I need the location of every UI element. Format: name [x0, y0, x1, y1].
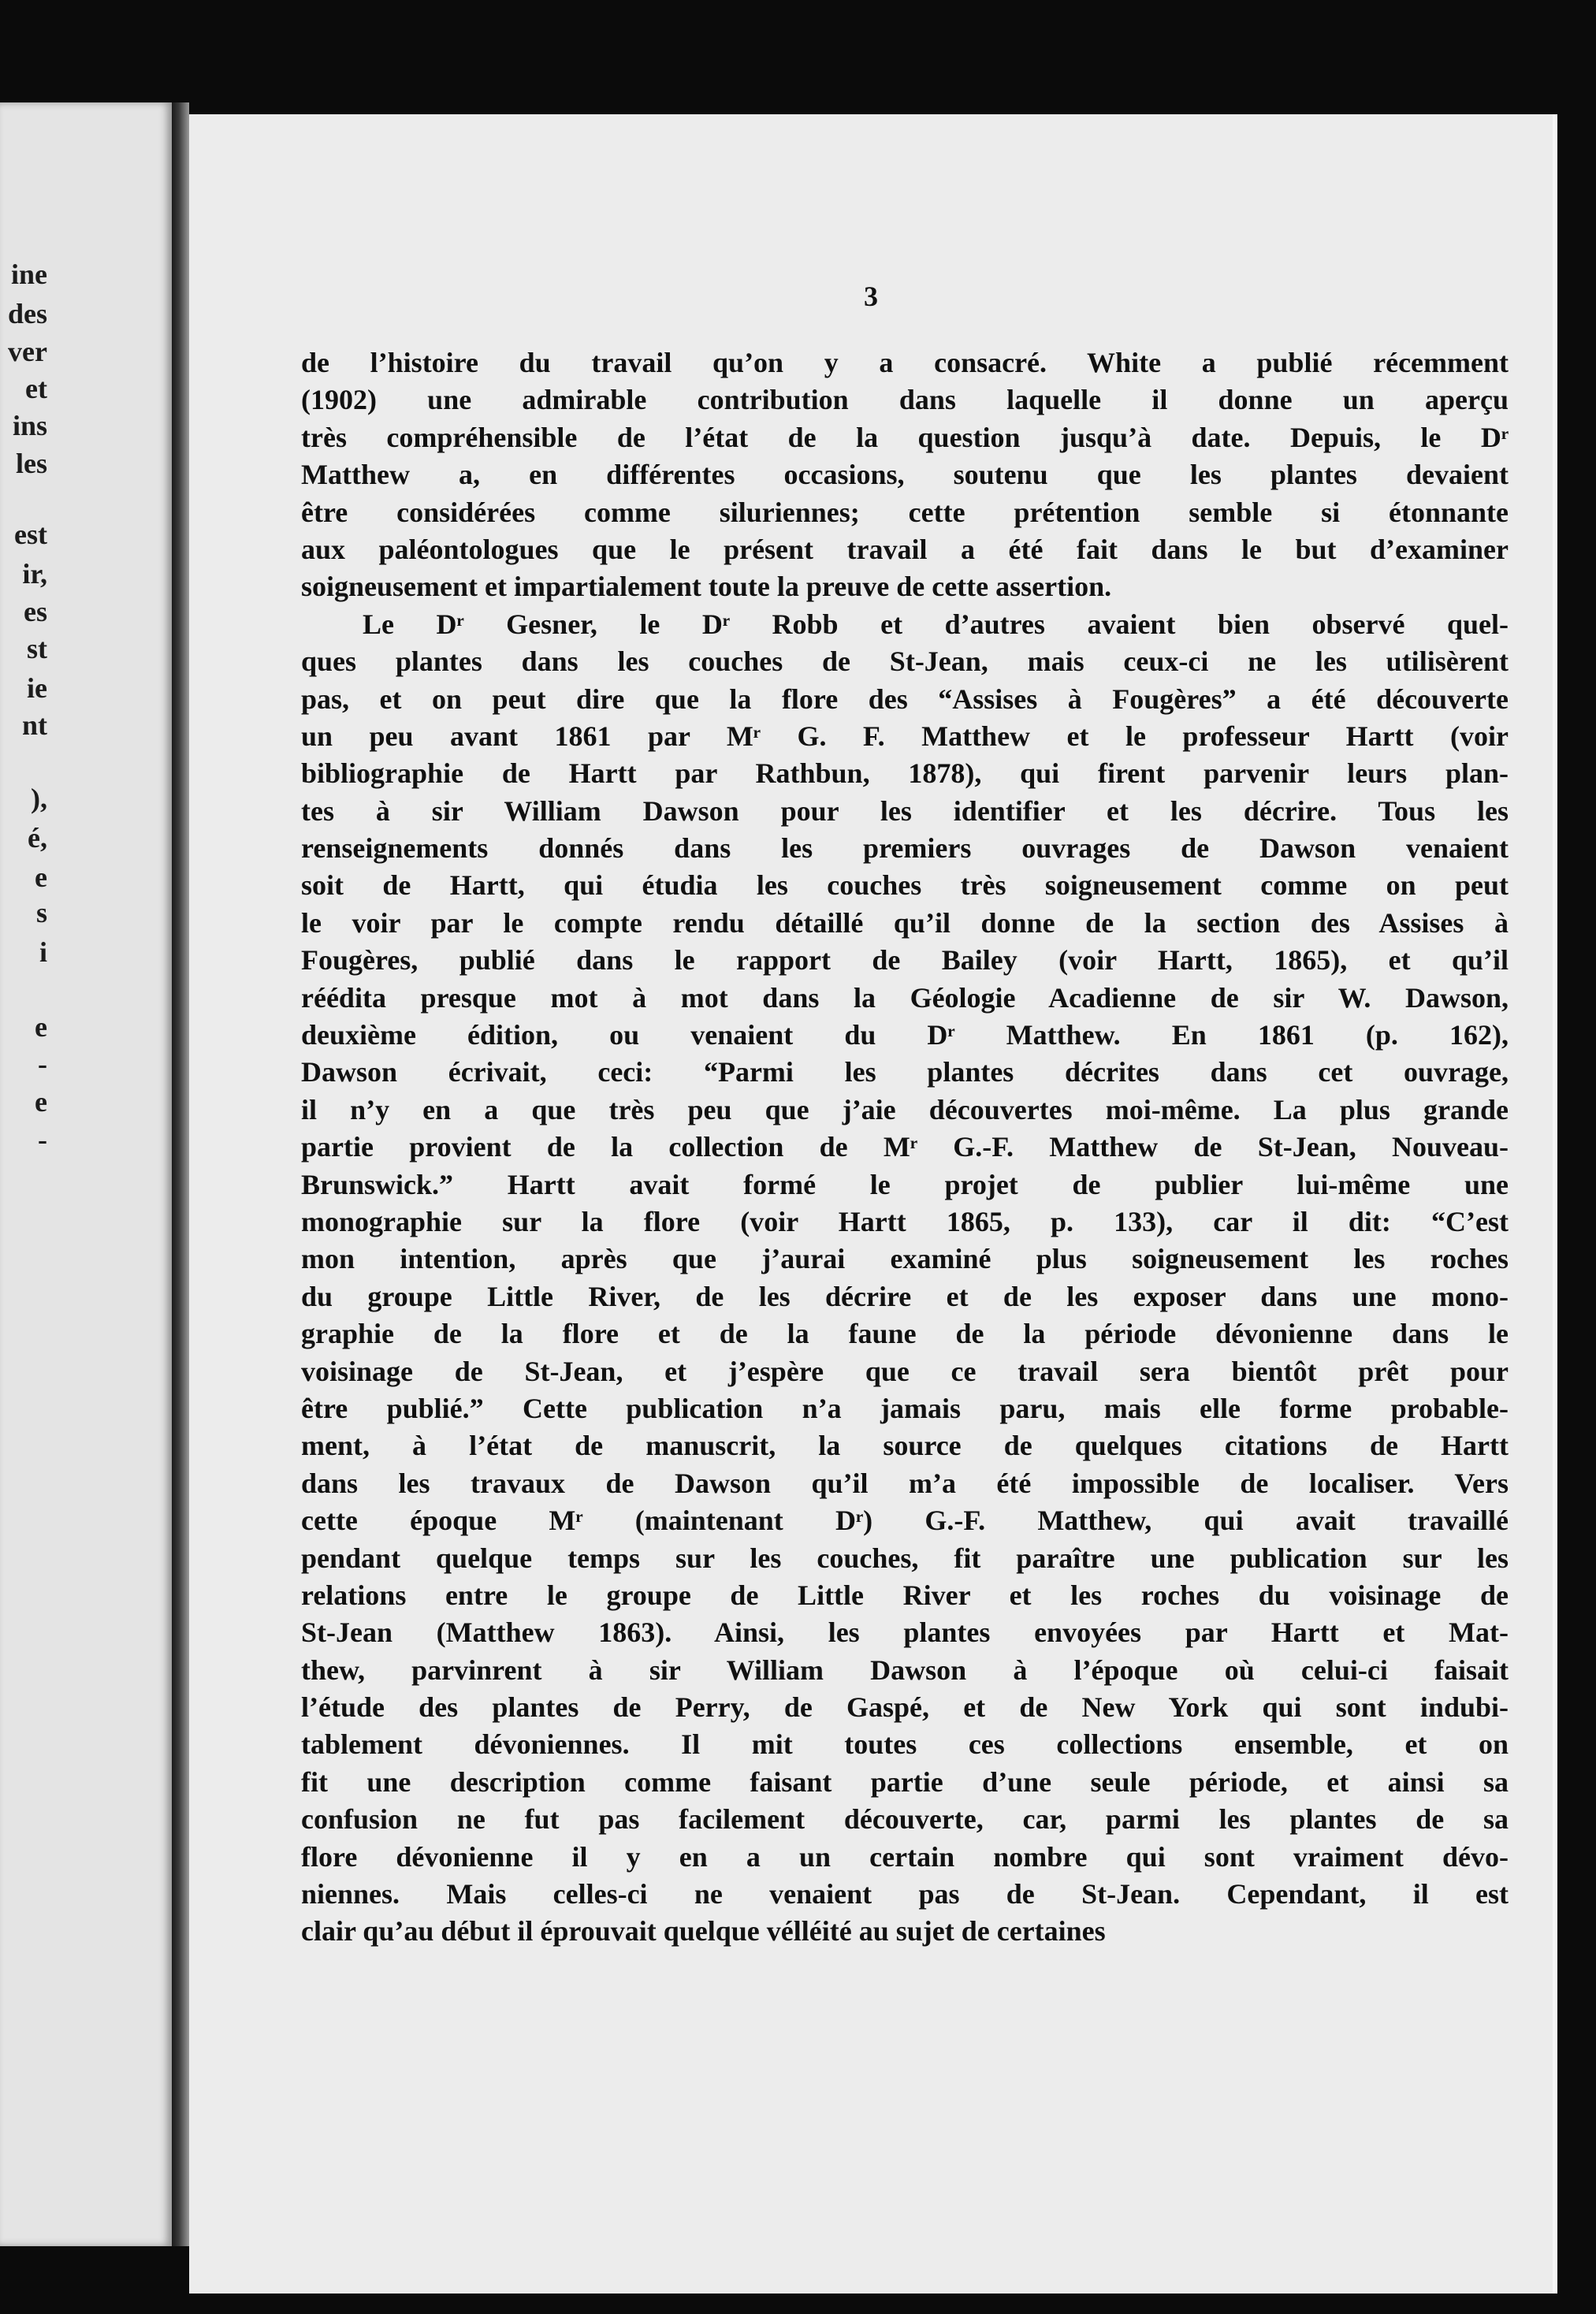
text-line: voisinage de St-Jean, et j’espère que ce travail sera bientôt prêt pour	[301, 1355, 1509, 1387]
previous-page-fragment: e	[35, 861, 47, 893]
previous-page-fragment: ine	[10, 259, 47, 290]
previous-page-fragment: ),	[31, 783, 47, 814]
text-line: de l’histoire du travail qu’on y a consacré. White a publié récemment	[301, 347, 1509, 378]
previous-page-fragment: des	[7, 298, 47, 329]
previous-page-fragment: les	[16, 448, 47, 479]
text-line: monographie sur la flore (voir Hartt 1865, p. 133), car il dit: “C’est	[301, 1205, 1509, 1237]
text-line: ques plantes dans les couches de St-Jean, mais ceux-ci ne les utilisèrent	[301, 645, 1509, 678]
text-line: Fougères, publié dans le rapport de Bailey (voir Hartt, 1865), et qu’il	[301, 944, 1509, 977]
book-gutter	[172, 102, 189, 2246]
text-line: être considérées comme siluriennes; cette prétention semble si étonnante	[301, 496, 1509, 528]
page-number: 3	[864, 281, 878, 312]
text-line: relations entre le groupe de Little River et les roches du voisinage de	[301, 1579, 1509, 1611]
text-line: thew, parvinrent à sir William Dawson à l’époque où celui-ci faisait	[301, 1654, 1509, 1686]
text-line: être publié.” Cette publication n’a jamais paru, mais elle forme probable-	[301, 1392, 1509, 1424]
text-line: flore dévonienne il y en a un certain nombre qui sont vraiment dévo-	[301, 1840, 1509, 1873]
previous-page-fragment: -	[38, 1124, 47, 1155]
previous-page-fragment: et	[25, 373, 47, 404]
text-line: niennes. Mais celles-ci ne venaient pas de St-Jean. Cependant, il est	[301, 1878, 1509, 1910]
text-line: pas, et on peut dire que la flore des “Assises à Fougères” a été découverte	[301, 683, 1509, 715]
text-line: clair qu’au début il éprouvait quelque vélléité au sujet de certaines	[301, 1915, 1106, 1948]
previous-page-fragment: ins	[12, 410, 47, 441]
text-line: cette époque Mʳ (maintenant Dʳ) G.-F. Matthew, qui avait travaillé	[301, 1505, 1509, 1537]
text-line: graphie de la flore et de la faune de la période dévonienne dans le	[301, 1318, 1509, 1350]
text-line: l’étude des plantes de Perry, de Gaspé, et de New York qui sont indubi-	[301, 1691, 1509, 1724]
previous-page-fragment: i	[39, 936, 47, 968]
text-line: le voir par le compte rendu détaillé qu’il donne de la section des Assises à	[301, 906, 1509, 939]
previous-page-fragment: nt	[21, 709, 47, 741]
text-line: deuxième édition, ou venaient du Dʳ Matthew. En 1861 (p. 162),	[301, 1019, 1509, 1051]
text-line: dans les travaux de Dawson qu’il m’a été impossible de localiser. Vers	[301, 1467, 1509, 1499]
previous-page-fragment: est	[14, 519, 47, 550]
page-edge	[1553, 114, 1557, 2294]
text-line: bibliographie de Hartt par Rathbun, 1878), qui firent parvenir leurs plan-	[301, 757, 1509, 790]
previous-page-fragment: s	[35, 897, 47, 928]
previous-page-fragment: ie	[27, 672, 47, 704]
text-line: Le Dʳ Gesner, le Dʳ Robb et d’autres avaient bien observé quel-	[363, 608, 1509, 640]
text-line: (1902) une admirable contribution dans laquelle il donne un aperçu	[301, 384, 1509, 416]
text-line: Brunswick.” Hartt avait formé le projet de publier lui-même une	[301, 1168, 1509, 1200]
text-line: mon intention, après que j’aurai examiné plus soigneusement les roches	[301, 1243, 1509, 1275]
previous-page	[0, 102, 172, 2246]
text-line: confusion ne fut pas facilement découverte, car, parmi les plantes de sa	[301, 1803, 1509, 1836]
text-line: soigneusement et impartialement toute la preuve de cette assertion.	[301, 571, 1112, 603]
previous-page-fragment: e	[35, 1086, 47, 1118]
text-line: soit de Hartt, qui étudia les couches très soigneusement comme on peut	[301, 869, 1509, 902]
text-line: tablement dévoniennes. Il mit toutes ces collections ensemble, et on	[301, 1728, 1509, 1761]
text-line: St-Jean (Matthew 1863). Ainsi, les plantes envoyées par Hartt et Mat-	[301, 1616, 1509, 1649]
current-page	[189, 114, 1553, 2294]
previous-page-fragment: ir,	[22, 558, 47, 590]
previous-page-fragment: é,	[28, 822, 47, 854]
text-line: tes à sir William Dawson pour les identifier et les décrire. Tous les	[301, 794, 1509, 827]
body-text	[301, 344, 1509, 1951]
previous-page-fragment: -	[38, 1048, 47, 1080]
previous-page-fragment: st	[27, 633, 47, 664]
text-line: très compréhensible de l’état de la question jusqu’à date. Depuis, le Dʳ	[301, 421, 1509, 453]
text-line: renseignements donnés dans les premiers ouvrages de Dawson venaient	[301, 832, 1509, 865]
text-line: Matthew a, en différentes occasions, soutenu que les plantes devaient	[301, 459, 1509, 491]
text-line: du groupe Little River, de les décrire et de les exposer dans une mono-	[301, 1280, 1509, 1312]
text-line: Dawson écrivait, ceci: “Parmi les plantes décrites dans cet ouvrage,	[301, 1056, 1509, 1088]
text-line: ment, à l’état de manuscrit, la source de quelques citations de Hartt	[301, 1430, 1509, 1462]
text-line: pendant quelque temps sur les couches, fit paraître une publication sur les	[301, 1542, 1509, 1574]
previous-page-fragment: e	[35, 1011, 47, 1043]
text-line: partie provient de la collection de Mʳ G.-F. Matthew de St-Jean, Nouveau-	[301, 1131, 1509, 1163]
text-line: fit une description comme faisant partie d’une seule période, et ainsi sa	[301, 1765, 1509, 1798]
text-line: il n’y en a que très peu que j’aie découvertes moi-même. La plus grande	[301, 1093, 1509, 1125]
previous-page-fragment: ver	[8, 336, 47, 367]
text-line: réédita presque mot à mot dans la Géologie Acadienne de sir W. Dawson,	[301, 981, 1509, 1014]
previous-page-fragment: es	[24, 596, 47, 627]
text-line: aux paléontologues que le présent travail a été fait dans le but d’examiner	[301, 533, 1509, 565]
text-line: un peu avant 1861 par Mʳ G. F. Matthew et le professeur Hartt (voir	[301, 720, 1509, 752]
